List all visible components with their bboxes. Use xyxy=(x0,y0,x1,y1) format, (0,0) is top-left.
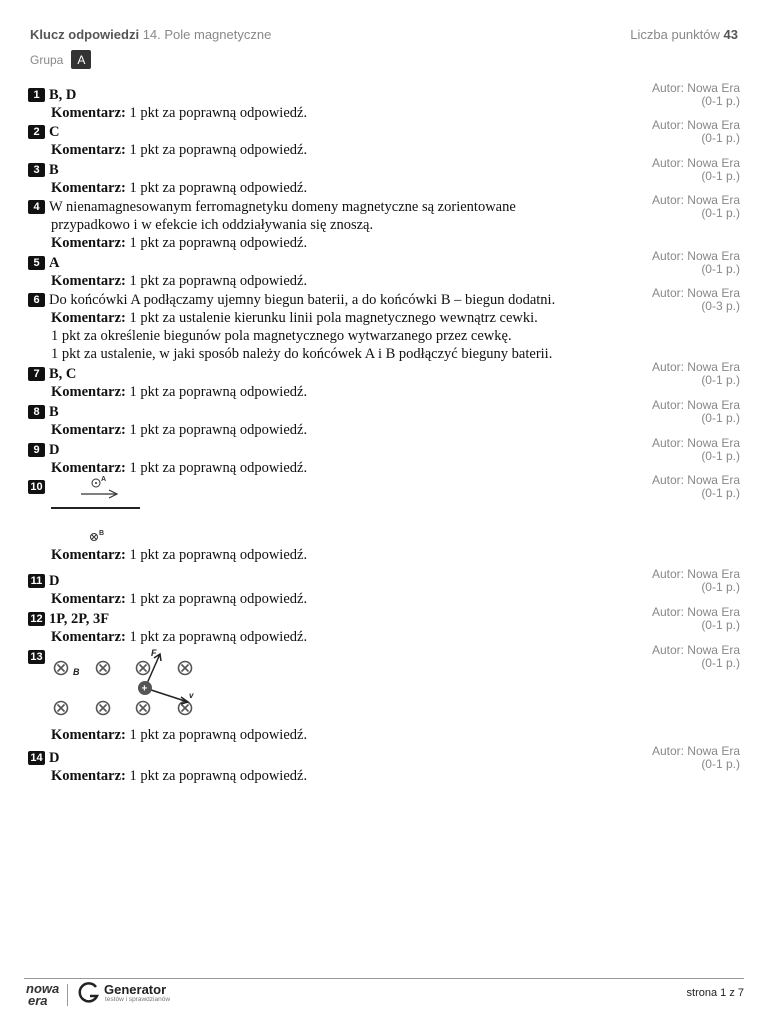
comment: Komentarz: 1 pkt za poprawną odpowiedź. xyxy=(51,384,308,400)
question-3 xyxy=(28,156,740,198)
charge-sign: + xyxy=(141,683,148,695)
question-number: 3 xyxy=(28,163,45,177)
lorentz-force-diagram xyxy=(50,644,240,724)
generator-logo-icon xyxy=(77,981,101,1005)
question-number: 13 xyxy=(28,650,45,664)
question-9 xyxy=(28,436,740,478)
comment: Komentarz: 1 pkt za poprawną odpowiedź. xyxy=(51,105,308,121)
question-number: 1 xyxy=(28,88,45,102)
question-number: 10 xyxy=(28,480,45,494)
comment: Komentarz: 1 pkt za poprawną odpowiedź. xyxy=(51,142,308,158)
question-number: 14 xyxy=(28,751,45,765)
question-number: 4 xyxy=(28,200,45,214)
points-label: Liczba punktów xyxy=(630,27,720,42)
comment: Komentarz: 1 pkt za poprawną odpowiedź. xyxy=(51,727,308,743)
question-number: 9 xyxy=(28,443,45,457)
title-bold: Klucz odpowiedzi xyxy=(30,27,140,42)
answer: B, D xyxy=(49,87,77,103)
label-b: B xyxy=(99,530,105,537)
question-14 xyxy=(28,744,740,787)
comment: Komentarz: 1 pkt za poprawną odpowiedź. xyxy=(51,180,308,196)
label-b: B xyxy=(73,667,80,677)
author-meta: Autor: Nowa Era (0-1 p.) xyxy=(651,360,740,387)
comment: Komentarz: 1 pkt za poprawną odpowiedź. xyxy=(51,768,308,784)
answer-key-list xyxy=(28,81,740,787)
comment: Komentarz: 1 pkt za poprawną odpowiedź. xyxy=(51,547,308,563)
comment: Komentarz: 1 pkt za poprawną odpowiedź. xyxy=(51,460,308,476)
nowa-era-logo: nowa era xyxy=(26,981,60,1008)
question-8 xyxy=(28,398,740,441)
answer: B xyxy=(49,404,59,420)
comment-line: 1 pkt za określenie biegunów pola magnetycznego wytwarzanego przez cewkę. xyxy=(51,328,512,344)
question-number: 8 xyxy=(28,405,45,419)
author-meta: Autor: Nowa Era (0-1 p.) xyxy=(651,473,740,500)
question-number: 12 xyxy=(28,612,45,626)
comment: Komentarz: 1 pkt za poprawną odpowiedź. xyxy=(51,591,308,607)
answer: B, C xyxy=(49,366,77,382)
author-meta: Autor: Nowa Era (0-1 p.) xyxy=(651,81,740,108)
question-4 xyxy=(28,193,740,254)
points-total xyxy=(630,27,738,42)
author-meta: Autor: Nowa Era (0-1 p.) xyxy=(651,398,740,425)
generator-logo-subtitle: testów i sprawdzianów xyxy=(105,996,171,1003)
generator-logo-text: Generator xyxy=(104,982,167,997)
answer-line: Do końcówki A podłączamy ujemny biegun baterii, a do końcówki B – biegun dodatni. xyxy=(49,292,556,308)
author-meta: Autor: Nowa Era (0-1 p.) xyxy=(651,744,740,771)
wire-field-diagram xyxy=(48,474,198,546)
document-title xyxy=(30,27,271,42)
question-number: 7 xyxy=(28,367,45,381)
question-2 xyxy=(28,118,740,161)
question-number: 11 xyxy=(28,574,45,588)
group-badge: A xyxy=(71,50,91,69)
author-meta: Autor: Nowa Era (0-1 p.) xyxy=(651,605,740,632)
logo-separator xyxy=(67,984,68,1006)
answer: D xyxy=(49,442,60,458)
question-7 xyxy=(28,360,740,403)
question-1 xyxy=(28,81,740,123)
question-10 xyxy=(28,473,740,572)
author-meta: Autor: Nowa Era (0-1 p.) xyxy=(651,156,740,183)
answer-line: W nienamagnesowanym ferromagnetyku domeny magnetyczne są zorientowane xyxy=(49,199,516,215)
question-13 xyxy=(28,643,740,749)
points-value: 43 xyxy=(723,27,738,42)
comment: Komentarz: 1 pkt za poprawną odpowiedź. xyxy=(51,273,308,289)
group-indicator xyxy=(30,50,91,69)
author-meta: Autor: Nowa Era (0-1 p.) xyxy=(651,249,740,276)
answer: 1P, 2P, 3F xyxy=(49,611,110,627)
author-meta: Autor: Nowa Era (0-1 p.) xyxy=(651,193,740,220)
comment: Komentarz: 1 pkt za poprawną odpowiedź. xyxy=(51,235,308,251)
author-meta: Autor: Nowa Era (0-1 p.) xyxy=(651,118,740,145)
page-number: strona 1 z 7 xyxy=(686,987,744,999)
answer: C xyxy=(49,124,60,140)
question-11 xyxy=(28,567,740,610)
answer: D xyxy=(49,750,60,766)
label-v: v xyxy=(189,691,194,700)
comment-line: 1 pkt za ustalenie, w jaki sposób należy do końcówek A i B podłączyć bieguny baterii. xyxy=(51,346,553,362)
question-number: 2 xyxy=(28,125,45,139)
comment: Komentarz: 1 pkt za ustalenie kierunku linii pola magnetycznego wewnątrz cewki. xyxy=(51,310,538,326)
answer-line: przypadkowo i w efekcie ich oddziaływania się znoszą. xyxy=(51,217,374,233)
author-meta: Autor: Nowa Era (0-3 p.) xyxy=(651,286,740,313)
author-meta: Autor: Nowa Era (0-1 p.) xyxy=(651,436,740,463)
label-f: F xyxy=(151,648,157,658)
author-meta: Autor: Nowa Era (0-1 p.) xyxy=(651,567,740,594)
comment: Komentarz: 1 pkt za poprawną odpowiedź. xyxy=(51,422,308,438)
question-6 xyxy=(28,286,740,365)
author-meta: Autor: Nowa Era (0-1 p.) xyxy=(651,643,740,670)
group-label: Grupa xyxy=(30,52,64,67)
answer: A xyxy=(49,255,60,271)
title-topic: 14. Pole magnetyczne xyxy=(142,27,272,42)
question-number: 5 xyxy=(28,256,45,270)
answer: B xyxy=(49,162,59,178)
label-a: A xyxy=(101,476,107,483)
question-5 xyxy=(28,249,740,291)
question-12 xyxy=(28,605,740,648)
question-number: 6 xyxy=(28,293,45,307)
comment: Komentarz: 1 pkt za poprawną odpowiedź. xyxy=(51,629,308,645)
footer-divider xyxy=(24,978,744,979)
answer: D xyxy=(49,573,60,589)
